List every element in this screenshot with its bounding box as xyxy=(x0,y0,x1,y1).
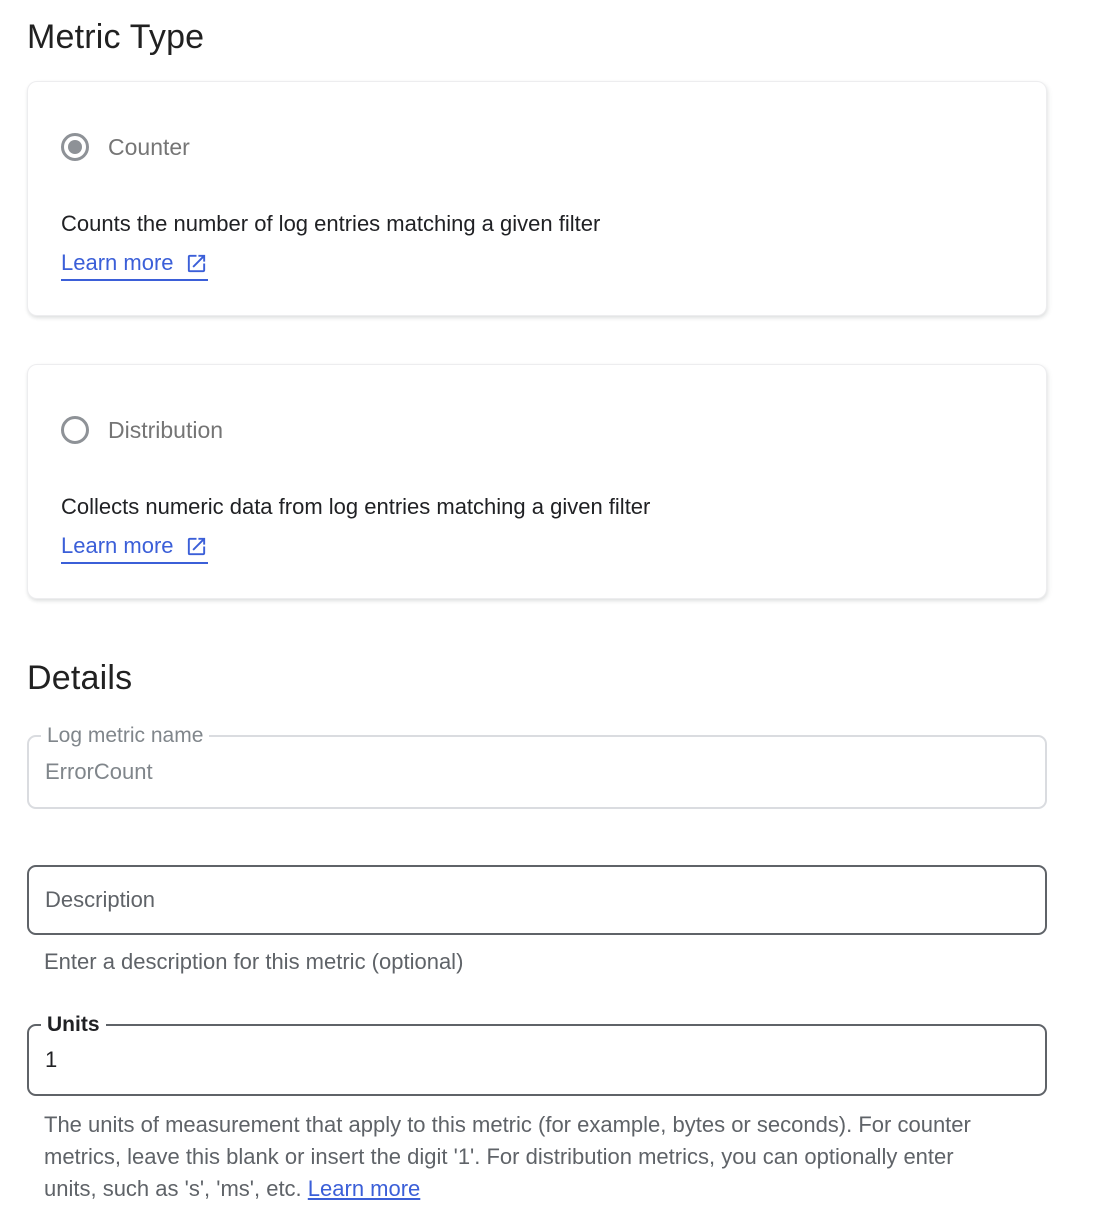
counter-radio-label: Counter xyxy=(108,133,190,160)
distribution-option-card xyxy=(27,364,1047,599)
distribution-radio-label: Distribution xyxy=(108,416,224,443)
counter-radio-row xyxy=(61,133,1014,161)
description-input[interactable] xyxy=(29,867,1045,933)
distribution-radio-row xyxy=(61,416,1014,444)
units-field xyxy=(27,1013,1047,1096)
distribution-description: Collects numeric data from log entries matching a given filter xyxy=(61,494,651,519)
counter-radio-button[interactable] xyxy=(61,133,89,161)
counter-learn-more-label: Learn more xyxy=(61,250,174,275)
description-field xyxy=(27,865,1047,935)
distribution-learn-more-link[interactable] xyxy=(61,533,208,564)
counter-option-card xyxy=(27,81,1047,316)
units-helper-text xyxy=(27,1109,987,1205)
units-input[interactable] xyxy=(29,1026,1045,1094)
metric-type-heading: Metric Type xyxy=(27,18,205,56)
description-helper-text: Enter a description for this metric (optional) xyxy=(44,949,464,974)
counter-description: Counts the number of log entries matching a given filter xyxy=(61,211,601,236)
log-metric-name-label: Log metric name xyxy=(41,724,209,748)
create-metric-form xyxy=(27,0,1047,1205)
units-label: Units xyxy=(41,1013,106,1037)
units-helper-body: The units of measurement that apply to this metric (for example, bytes or seconds). For counter metrics, leave this blank or insert the digit '1'. For distribution metrics, you can optionally enter units, such as 's', 'ms', etc. xyxy=(44,1112,971,1201)
open-in-new-icon xyxy=(185,535,208,558)
units-learn-more-link[interactable]: Learn more xyxy=(307,1176,421,1201)
open-in-new-icon xyxy=(185,252,208,275)
log-metric-name-field xyxy=(27,724,1047,809)
distribution-learn-more-label: Learn more xyxy=(61,533,174,558)
counter-learn-more-link[interactable] xyxy=(61,250,208,281)
distribution-radio-button[interactable] xyxy=(61,416,89,444)
details-heading: Details xyxy=(27,659,133,697)
